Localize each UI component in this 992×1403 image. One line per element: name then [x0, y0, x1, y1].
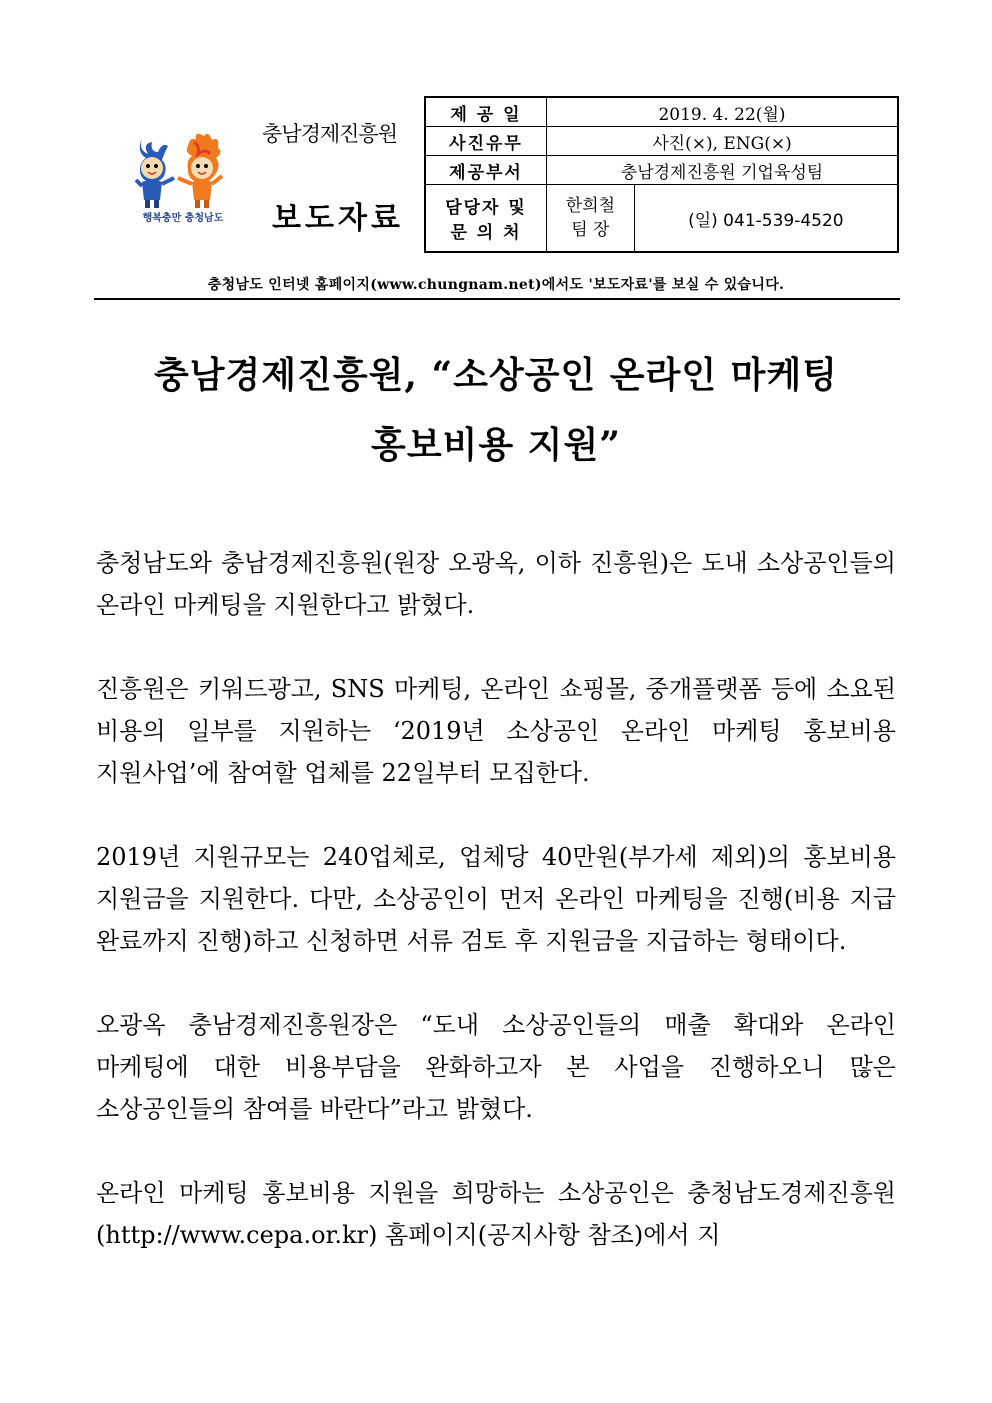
- contact-label: [425, 185, 547, 253]
- dept-label: 제공부서: [425, 156, 547, 185]
- homepage-notice: 충청남도 인터넷 홈페이지(www.chungnam.net)에서도 '보도자료'를 보실 수 있습니다.: [207, 277, 785, 293]
- paragraph: 오광옥 충남경제진흥원장은 “도내 소상공인들의 매출 확대와 온라인 마케팅에 대한 비용부담을 완화하고자 본 사업을 진행하오니 많은 소상공인들의 참여를 바란다”라고 밝혔다.: [96, 1011, 896, 1123]
- logo-text: 행복충만 충청남도: [142, 213, 224, 224]
- org-name: 충남경제진흥원: [262, 122, 398, 146]
- dept-value: 충남경제진흥원 기업육성팀: [547, 156, 899, 185]
- header-divider: [94, 298, 900, 300]
- contact-name-line2: 팀 장: [571, 220, 610, 240]
- paragraph: 진흥원은 키워드광고, SNS 마케팅, 온라인 쇼핑몰, 중개플랫폼 등에 소요된 비용의 일부를 지원하는 ‘2019년 소상공인 온라인 마케팅 홍보비용 지원사업’에 참여할 업체를 22일부터 모집한다.: [96, 675, 896, 787]
- contact-phone: (일) 041-539-4520: [634, 185, 898, 253]
- paragraph: 온라인 마케팅 홍보비용 지원을 희망하는 소상공인은 충청남도경제진흥원(http://www.cepa.or.kr) 홈페이지(공지사항 참조)에서 지: [96, 1179, 896, 1249]
- info-table: [424, 96, 899, 253]
- contact-label-line1: 담당자 및: [445, 198, 527, 218]
- photo-value: 사진(×), ENG(×): [547, 127, 899, 156]
- photo-label: 사진유무: [425, 127, 547, 156]
- title-line-2: 홍보비용 지원”: [371, 424, 621, 466]
- paragraph: 충청남도와 충남경제진흥원(원장 오광옥, 이하 진흥원)은 도내 소상공인들의 온라인 마케팅을 지원한다고 밝혔다.: [96, 549, 896, 619]
- contact-label-line2: 문 의 처: [450, 223, 522, 243]
- release-label: 보도자료: [272, 201, 404, 236]
- date-value: 2019. 4. 22(월): [547, 97, 899, 127]
- contact-name: [547, 185, 635, 253]
- date-label: 제 공 일: [425, 97, 547, 127]
- article-body: [96, 542, 896, 1298]
- article-title: [96, 340, 896, 480]
- mascot-icon: [128, 132, 238, 224]
- chungnam-mascot-logo: [128, 132, 238, 224]
- contact-name-line1: 한희철: [565, 196, 615, 216]
- title-line-1: 충남경제진흥원, “소상공인 온라인 마케팅: [153, 354, 839, 396]
- paragraph: 2019년 지원규모는 240업체로, 업체당 40만원(부가세 제외)의 홍보비용 지원금을 지원한다. 다만, 소상공인이 먼저 온라인 마케팅을 진행(비용 지급 완료까지 진행)하고 신청하면 서류 검토 후 지원금을 지급하는 형태이다.: [96, 843, 896, 955]
